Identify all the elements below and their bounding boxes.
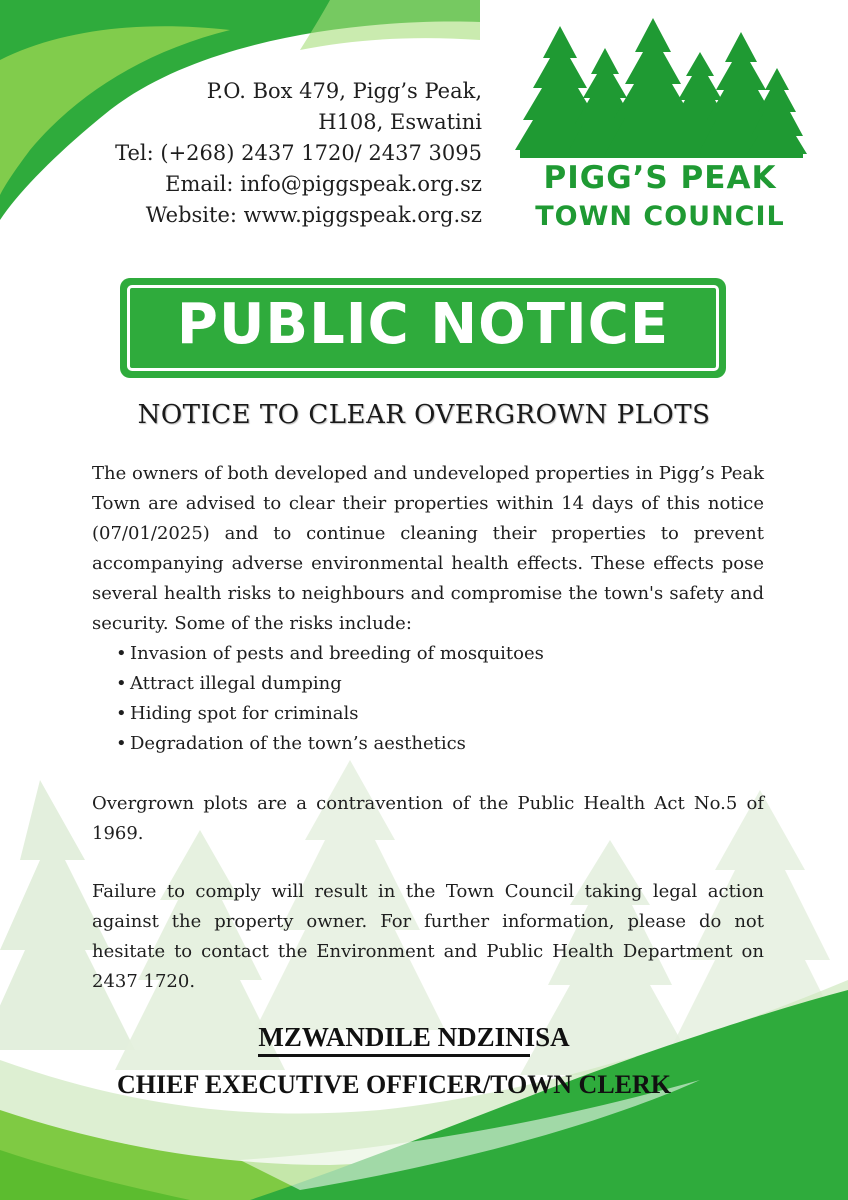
paragraph-contravention: Overgrown plots are a contravention of the Public Health Act No.5 of 1969.: [92, 793, 764, 844]
public-notice-banner: [122, 280, 724, 376]
paragraph-intro: The owners of both developed and undeveloped properties in Pigg’s Peak Town are advised to clear their properties within 14 days of this notice (07/01/2025) and to continue cleaning their properties to prevent accompanying adverse environmental health effects. These effects pose several health risks to neighbours and compromise the town's safety and security. Some of the risks include:: [92, 463, 764, 634]
list-item: • Degradation of the town’s aesthetics: [116, 729, 544, 759]
telephone: Tel: (+268) 2437 1720/ 2437 3095: [115, 141, 482, 165]
top-left-swoosh-pale: [300, 0, 480, 50]
banner-text: PUBLIC NOTICE: [176, 292, 670, 357]
list-item: • Attract illegal dumping: [116, 669, 544, 699]
list-item: • Hiding spot for criminals: [116, 699, 544, 729]
logo-title-line-1: PIGG’S PEAK: [543, 160, 777, 196]
notice-heading: NOTICE TO CLEAR OVERGROWN PLOTS: [137, 400, 711, 430]
address-line-1: P.O. Box 479, Pigg’s Peak,: [206, 79, 482, 103]
logo-title-line-2: TOWN COUNCIL: [535, 201, 785, 232]
list-item: • Invasion of pests and breeding of mosquitoes: [116, 639, 544, 669]
paragraph-compliance: Failure to comply will result in the Town Council taking legal action against the property owner. For further information, please do not hesitate to contact the Environment and Public Health Department on 2437 1720.: [92, 881, 764, 992]
email: Email: info@piggspeak.org.sz: [165, 172, 482, 196]
address-line-2: H108, Eswatini: [318, 110, 482, 134]
risks-list: [116, 639, 544, 759]
signature-line: [258, 1054, 530, 1057]
signatory-title: CHIEF EXECUTIVE OFFICER/TOWN CLERK: [116, 1070, 672, 1099]
signatory-name: MZWANDILE NDZINISA: [258, 1022, 570, 1052]
contact-block: [100, 76, 482, 231]
website: Website: www.piggspeak.org.sz: [145, 203, 482, 227]
